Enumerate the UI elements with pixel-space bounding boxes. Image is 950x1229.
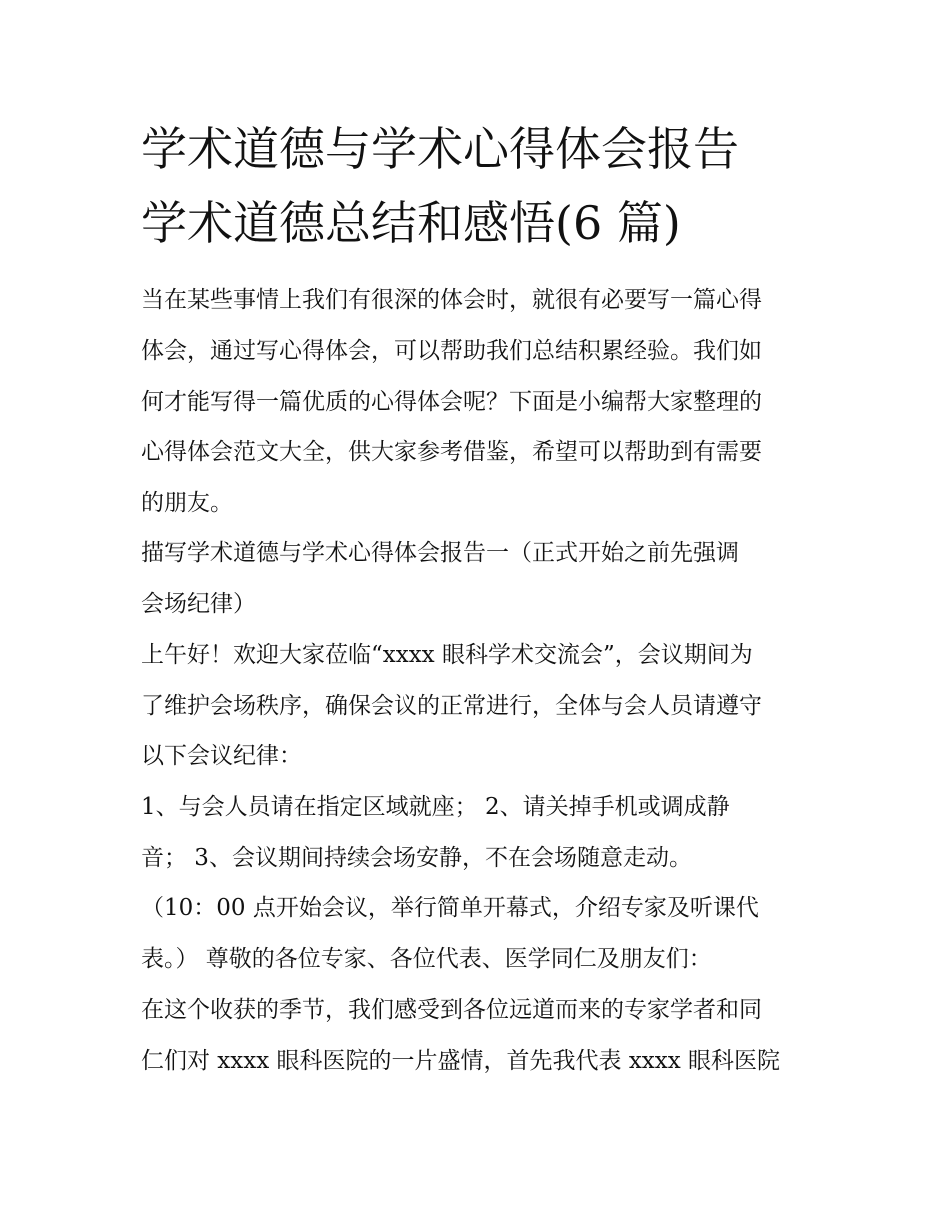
document-title xyxy=(141,112,831,260)
greeting-line-1: 上午好！欢迎大家莅临“xxxx 眼科学术交流会”，会议期间为 xyxy=(141,642,753,668)
greeting-line-2: 了维护会场秩序，确保会议的正常进行，全体与会人员请遵守 xyxy=(141,693,762,719)
intro-line-5: 的朋友。 xyxy=(141,490,233,516)
title-line-1: 学术道德与学术心得体会报告 xyxy=(141,122,739,176)
intro-line-1: 当在某些事情上我们有很深的体会时，就很有必要写一篇心得 xyxy=(141,287,762,313)
intro-line-3: 何才能写得一篇优质的心得体会呢？下面是小编帮大家整理的 xyxy=(141,389,762,415)
greeting-line-3: 以下会议纪律： xyxy=(141,743,302,769)
agenda-line-2: 表。） 尊敬的各位专家、各位代表、医学同仁及朋友们： xyxy=(141,946,712,972)
intro-line-2: 体会，通过写心得体会，可以帮助我们总结积累经验。我们如 xyxy=(141,338,762,364)
rules-line-2: 音； 3、会议期间持续会场安静，不在会场随意走动。 xyxy=(141,845,692,871)
agenda-line-1: （10：00 点开始会议，举行简单开幕式，介绍专家及听课代 xyxy=(141,895,759,921)
intro-line-4: 心得体会范文大全，供大家参考借鉴，希望可以帮助到有需要 xyxy=(141,439,762,465)
rules-line-1: 1、与会人员请在指定区域就座； 2、请关掉手机或调成静 xyxy=(141,794,730,820)
speech-line-2: 仁们对 xxxx 眼科医院的一片盛情，首先我代表 xxxx 眼科医院 xyxy=(141,1048,781,1074)
speech-line-1: 在这个收获的季节，我们感受到各位远道而来的专家学者和同 xyxy=(141,997,762,1023)
section-heading-line-2: 会场纪律） xyxy=(141,591,256,617)
section-heading-line-1: 描写学术道德与学术心得体会报告一（正式开始之前先强调 xyxy=(141,540,739,566)
title-line-2: 学术道德总结和感悟(6 篇) xyxy=(141,196,681,250)
